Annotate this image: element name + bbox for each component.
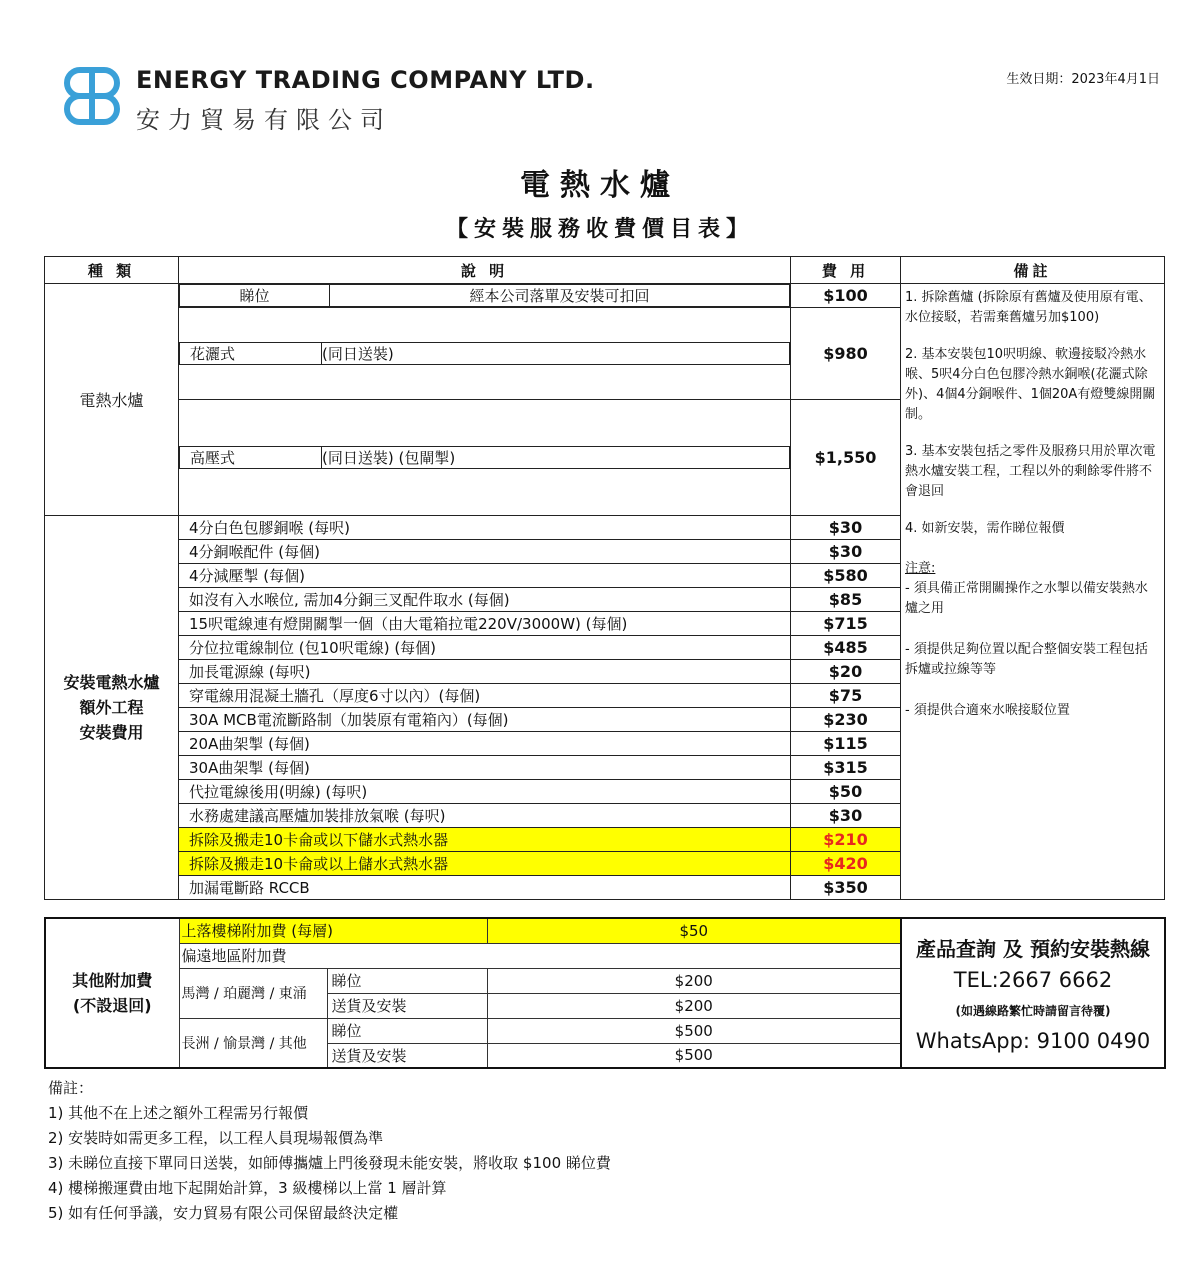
extra-item-desc: 15呎電線連有燈開關掣一個（由大電箱拉電220V/3000W) (每個) bbox=[179, 612, 791, 636]
footer-item: 3) 未睇位直接下單同日送裝，如師傅攜爐上門後發現未能安裝，將收取 $100 睇位費 bbox=[48, 1154, 611, 1172]
hotline-box bbox=[901, 918, 1165, 1068]
extra-item-fee: $485 bbox=[791, 636, 901, 660]
footer-item: 1) 其他不在上述之額外工程需另行報價 bbox=[48, 1104, 309, 1122]
caution-1: - 須具備正常開關操作之水掣以備安裝熱水爐之用 bbox=[905, 581, 1148, 616]
inspection-fee: $100 bbox=[791, 284, 901, 308]
extra-item-desc: 4分減壓掣 (每個) bbox=[179, 564, 791, 588]
other-surcharges-line-1: 其他附加費 bbox=[72, 971, 153, 990]
extra-item-fee: $30 bbox=[791, 516, 901, 540]
extra-item-fee: $580 bbox=[791, 564, 901, 588]
extra-item-desc: 代拉電線後用(明線) (每呎) bbox=[179, 780, 791, 804]
header-fee: 費 用 bbox=[791, 257, 901, 284]
price-table bbox=[44, 256, 1165, 900]
shower-type-fee: $980 bbox=[791, 308, 901, 400]
high-pressure-note: (同日送裝) (包閘掣) bbox=[322, 447, 790, 469]
area2-name: 長洲 / 愉景灣 / 其他 bbox=[179, 1018, 327, 1068]
header-remarks: 備註 bbox=[901, 257, 1165, 284]
category-water-heater: 電熱水爐 bbox=[45, 284, 179, 516]
extra-item-fee: $20 bbox=[791, 660, 901, 684]
extra-item-desc-highlighted: 拆除及搬走10卡侖或以上儲水式熱水器 bbox=[179, 852, 791, 876]
footer-item: 5) 如有任何爭議，安力貿易有限公司保留最終決定權 bbox=[48, 1204, 399, 1222]
category-extra-line-2: 額外工程 bbox=[79, 698, 144, 717]
inspection-row bbox=[179, 284, 791, 308]
extra-item-desc: 分位拉電線制位 (包10呎電線) (每個) bbox=[179, 636, 791, 660]
remark-1: 1. 拆除舊爐 (拆除原有舊爐及使用原有電、水位接駁，若需棄舊爐另加$100) bbox=[905, 290, 1152, 325]
extra-item-fee: $75 bbox=[791, 684, 901, 708]
other-surcharges-line-2: (不設退回) bbox=[72, 996, 152, 1015]
footer-item: 4) 樓梯搬運費由地下起開始計算，3 級樓梯以上當 1 層計算 bbox=[48, 1179, 447, 1197]
area2-item-fee: $500 bbox=[487, 1043, 901, 1068]
category-other-surcharges bbox=[45, 918, 179, 1068]
area2-item-fee: $500 bbox=[487, 1018, 901, 1043]
extra-item-fee: $30 bbox=[791, 804, 901, 828]
hotline-whatsapp: WhatsApp: 9100 0490 bbox=[915, 1029, 1151, 1053]
extra-item-fee: $115 bbox=[791, 732, 901, 756]
category-extra-line-3: 安裝費用 bbox=[79, 723, 144, 742]
shower-type-row bbox=[179, 308, 791, 400]
hotline-title: 產品查詢 及 預約安裝熱線 bbox=[916, 937, 1150, 961]
high-pressure-fee: $1,550 bbox=[791, 400, 901, 516]
inspection-description: 經本公司落單及安裝可扣回 bbox=[330, 285, 790, 307]
extra-item-desc-highlighted: 拆除及搬走10卡侖或以下儲水式熱水器 bbox=[179, 828, 791, 852]
page-title: 電熱水爐 bbox=[520, 168, 680, 203]
remarks-column bbox=[901, 284, 1165, 900]
extra-item-desc: 如沒有入水喉位, 需加4分銅三叉配件取水 (每個) bbox=[179, 588, 791, 612]
extra-item-desc: 30A曲架掣 (每個) bbox=[179, 756, 791, 780]
remark-4: 4. 如新安裝，需作睇位報價 bbox=[905, 521, 1065, 536]
area2-item-label: 送貨及安裝 bbox=[327, 1043, 487, 1068]
surcharge-table bbox=[44, 917, 1166, 1069]
stairs-surcharge-label: 上落樓梯附加費 (每層) bbox=[179, 918, 487, 943]
extra-item-fee: $315 bbox=[791, 756, 901, 780]
caution-3: - 須提供合適來水喉接駁位置 bbox=[905, 703, 1070, 718]
company-name-zh: 安力貿易有限公司 bbox=[136, 106, 392, 134]
extra-item-fee-highlighted: $420 bbox=[791, 852, 901, 876]
footer-item: 2) 安裝時如需更多工程，以工程人員現場報價為準 bbox=[48, 1129, 384, 1147]
extra-item-desc: 20A曲架掣 (每個) bbox=[179, 732, 791, 756]
hotline-tel: TEL:2667 6662 bbox=[953, 968, 1113, 992]
stairs-surcharge-fee: $50 bbox=[487, 918, 901, 943]
extra-item-fee-highlighted: $210 bbox=[791, 828, 901, 852]
shower-type-label: 花灑式 bbox=[180, 343, 322, 365]
remote-surcharge-label: 偏遠地區附加費 bbox=[179, 943, 901, 968]
effective-date: 生效日期：2023年4月1日 bbox=[1006, 72, 1160, 87]
shower-type-note: (同日送裝) bbox=[322, 343, 790, 365]
remark-2: 2. 基本安裝包10呎明線、軟邊接駁冷熱水喉、5呎4分白色包膠冷熱水銅喉(花灑式除外)、4個4分銅喉件、1個20A有燈雙線開關制。 bbox=[905, 347, 1156, 422]
caution-2: - 須提供足夠位置以配合整個安裝工程包括拆爐或拉線等等 bbox=[905, 642, 1148, 677]
extra-item-desc: 加長電源線 (每呎) bbox=[179, 660, 791, 684]
area1-item-fee: $200 bbox=[487, 968, 901, 993]
footer-remarks bbox=[48, 1076, 611, 1226]
extra-item-desc: 水務處建議高壓爐加裝排放氣喉 (每呎) bbox=[179, 804, 791, 828]
hotline-note: (如遇線路繁忙時請留言待覆) bbox=[955, 1004, 1111, 1018]
caution-title: 注意: bbox=[905, 561, 936, 576]
area1-item-label: 睇位 bbox=[327, 968, 487, 993]
header-description: 說 明 bbox=[179, 257, 791, 284]
company-name-en: ENERGY TRADING COMPANY LTD. bbox=[136, 66, 595, 94]
area1-name: 馬灣 / 珀麗灣 / 東涌 bbox=[179, 968, 327, 1018]
company-logo-icon bbox=[64, 64, 120, 128]
extra-item-desc: 4分白色包膠銅喉 (每呎) bbox=[179, 516, 791, 540]
extra-item-fee: $715 bbox=[791, 612, 901, 636]
extra-item-desc: 加漏電斷路 RCCB bbox=[179, 876, 791, 900]
high-pressure-label: 高壓式 bbox=[180, 447, 322, 469]
extra-item-desc: 4分銅喉配件 (每個) bbox=[179, 540, 791, 564]
area1-item-label: 送貨及安裝 bbox=[327, 993, 487, 1018]
area2-item-label: 睇位 bbox=[327, 1018, 487, 1043]
area1-item-fee: $200 bbox=[487, 993, 901, 1018]
category-extra-works bbox=[45, 516, 179, 900]
header-category: 種 類 bbox=[45, 257, 179, 284]
extra-item-fee: $30 bbox=[791, 540, 901, 564]
extra-item-fee: $85 bbox=[791, 588, 901, 612]
extra-item-fee: $50 bbox=[791, 780, 901, 804]
footer-title: 備註： bbox=[48, 1079, 94, 1097]
extra-item-fee: $350 bbox=[791, 876, 901, 900]
category-extra-line-1: 安裝電熱水爐 bbox=[63, 673, 160, 692]
remark-3: 3. 基本安裝包括之零件及服務只用於單次電熱水爐安裝工程，工程以外的剩餘零件將不會退回 bbox=[905, 444, 1156, 499]
page-subtitle: 【安裝服務收費價目表】 bbox=[445, 217, 754, 242]
high-pressure-row bbox=[179, 400, 791, 516]
extra-item-desc: 30A MCB電流斷路制（加裝原有電箱內）(每個) bbox=[179, 708, 791, 732]
inspection-label: 睇位 bbox=[180, 285, 330, 307]
extra-item-desc: 穿電線用混凝土牆孔（厚度6寸以內）(每個) bbox=[179, 684, 791, 708]
extra-item-fee: $230 bbox=[791, 708, 901, 732]
